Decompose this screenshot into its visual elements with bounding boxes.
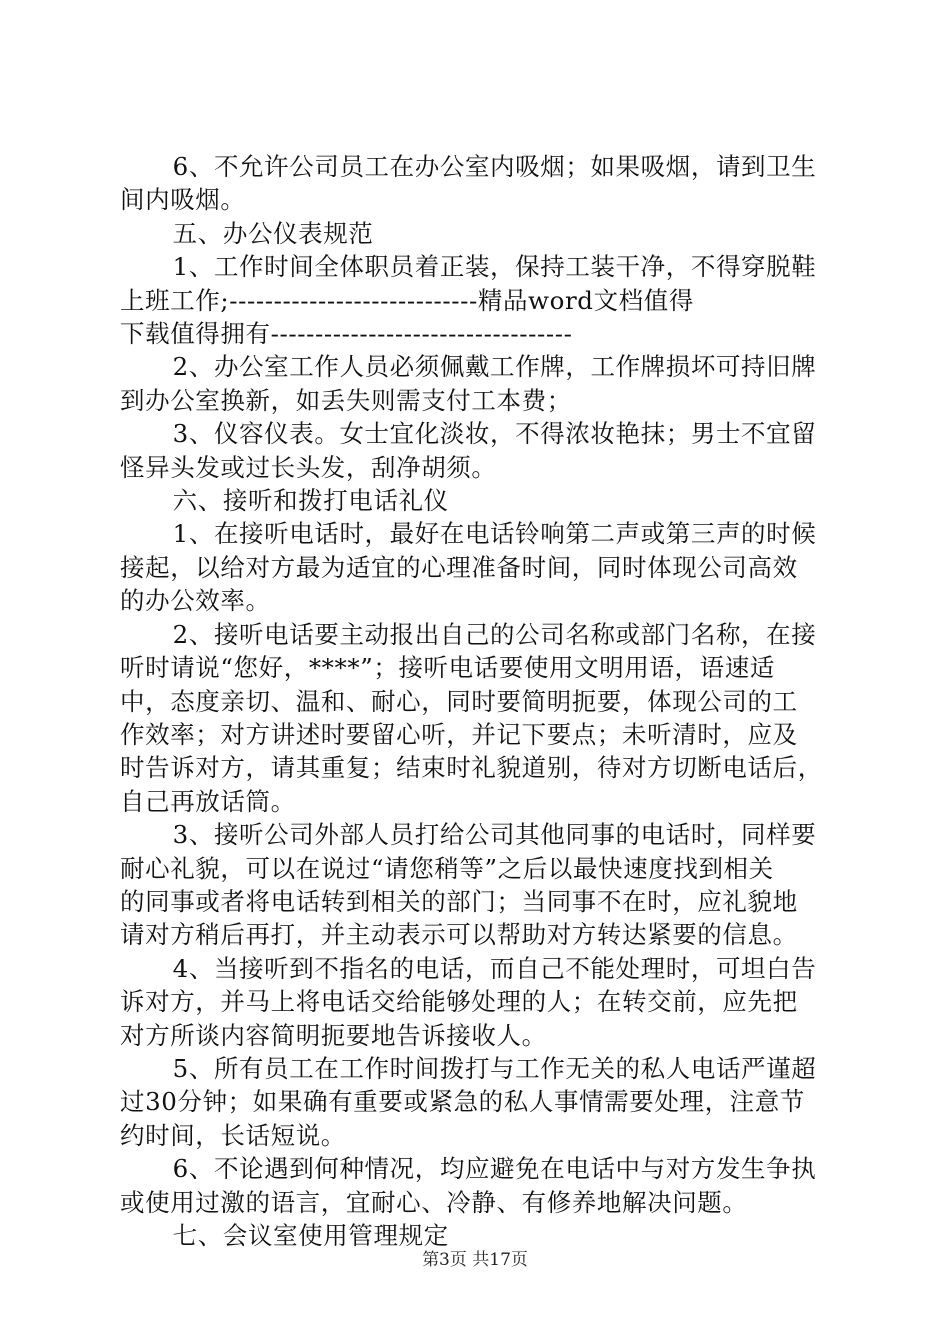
text-line: 怪异头发或过长头发，刮净胡须。 xyxy=(120,452,497,482)
text-line: 诉对方，并马上将电话交给能够处理的人；在转交前，应先把 xyxy=(120,987,798,1017)
paragraph xyxy=(120,1152,832,1219)
text-line: 的同事或者将电话转到相关的部门；当同事不在时，应礼貌地 xyxy=(120,886,798,916)
text-line: 七、会议室使用管理规定 xyxy=(172,1221,449,1250)
document-body xyxy=(120,150,832,1252)
text-line: 2、办公室工作人员必须佩戴工作牌，工作牌损坏可持旧牌 xyxy=(172,352,817,382)
text-line: 6、不论遇到何种情况，均应避免在电话中与对方发生争执 xyxy=(172,1154,817,1184)
text-line: 或使用过激的语言，宜耐心、冷静、有修养地解决问题。 xyxy=(120,1187,748,1217)
text-line: 请对方稍后再打，并主动表示可以帮助对方转达紧要的信息。 xyxy=(120,920,798,950)
text-line: 6、不允许公司员工在办公室内吸烟；如果吸烟，请到卫生 xyxy=(172,152,817,181)
text-line: 1、工作时间全体职员着正装，保持工装干净，不得穿脱鞋 xyxy=(172,252,817,282)
text-line: 耐心礼貌，可以在说过“请您稍等”之后以最快速度找到相关 xyxy=(120,853,774,883)
text-line: 自己再放话筒。 xyxy=(120,786,296,816)
text-line: 五、办公仪表规范 xyxy=(172,218,374,248)
paragraph xyxy=(120,350,832,417)
text-line: 约时间，长话短说。 xyxy=(120,1120,346,1150)
paragraph xyxy=(120,484,832,517)
text-line: 1、在接听电话时，最好在电话铃响第二声或第三声的时候 xyxy=(172,519,817,549)
text-line: 上班工作;----------------------------精品word文档值得 xyxy=(120,285,694,315)
paragraph xyxy=(120,150,832,217)
text-line: 3、接听公司外部人员打给公司其他同事的电话时，同样要 xyxy=(172,820,817,850)
text-line: 时告诉对方，请其重复；结束时礼貌道别，待对方切断电话后， xyxy=(120,753,823,783)
paragraph xyxy=(120,217,832,250)
paragraph xyxy=(120,1052,832,1152)
text-line: 3、仪容仪表。女士宜化淡妆，不得浓妆艳抹；男士不宜留 xyxy=(172,419,817,449)
text-line: 间内吸烟。 xyxy=(120,185,246,215)
paragraph xyxy=(120,818,832,952)
text-line: 的办公效率。 xyxy=(120,586,271,616)
text-line: 作效率；对方讲述时要留心听，并记下要点；未听清时，应及 xyxy=(120,719,798,749)
text-line: 5、所有员工在工作时间拨打与工作无关的私人电话严谨超 xyxy=(172,1053,817,1083)
paragraph xyxy=(120,250,832,350)
text-line: 六、接听和拨打电话礼仪 xyxy=(172,486,449,516)
text-line: 中，态度亲切、温和、耐心，同时要简明扼要，体现公司的工 xyxy=(120,686,798,716)
text-line: 对方所谈内容简明扼要地告诉接收人。 xyxy=(120,1020,547,1050)
paragraph xyxy=(120,618,832,818)
page-footer: 第3页 共17页 xyxy=(422,1250,528,1270)
text-line: 到办公室换新，如丢失则需支付工本费； xyxy=(120,385,572,415)
paragraph xyxy=(120,952,832,1052)
text-line: 过30分钟；如果确有重要或紧急的私人事情需要处理，注意节 xyxy=(120,1087,805,1117)
text-line: 接起，以给对方最为适宜的心理准备时间，同时体现公司高效 xyxy=(120,552,798,582)
text-line: 听时请说“您好，****”；接听电话要使用文明用语，语速适 xyxy=(120,653,775,683)
text-line: 下载值得拥有---------------------------------- xyxy=(120,319,573,349)
paragraph xyxy=(120,517,832,617)
text-line: 4、当接听到不指名的电话，而自己不能处理时，可坦白告 xyxy=(172,953,817,983)
paragraph xyxy=(120,417,832,484)
text-line: 2、接听电话要主动报出自己的公司名称或部门名称，在接 xyxy=(172,619,817,649)
